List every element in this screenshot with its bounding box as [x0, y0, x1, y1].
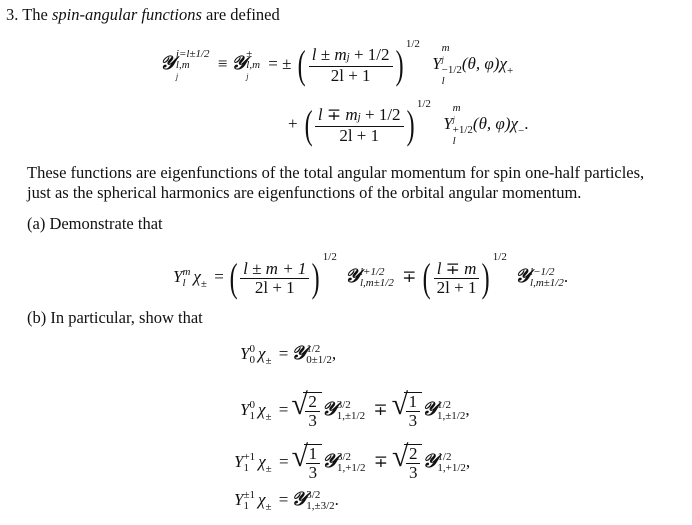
equals-plusminus: = ±	[268, 54, 292, 73]
b3-r2-numerator: 2	[406, 445, 421, 464]
spin-angular-symbol-2: 𝒴	[231, 52, 247, 74]
b3-y-subscript: 1	[243, 462, 249, 474]
a-right-paren-2: )	[482, 255, 491, 301]
a-chi-subscript: ±	[200, 278, 207, 290]
b3-r1-denominator: 3	[308, 463, 318, 482]
mid-indices: ± l,m j	[246, 47, 261, 81]
part-b-label: (b) In particular, show that	[27, 308, 203, 327]
lhs-indices	[176, 49, 210, 82]
b3-y-indices	[243, 452, 255, 474]
a-spin-angular-1: 𝒴	[345, 265, 360, 287]
b1-equals: =	[278, 344, 289, 363]
fraction-2: $\frac{l \mp mj + 1/2}{2l + 1}$	[315, 106, 404, 145]
a-spin-angular-2: 𝒴	[515, 265, 531, 287]
b2-chi: χ	[257, 399, 266, 419]
fraction-1-numerator: l ± m	[311, 44, 347, 64]
spherical-harmonic-1: Y	[432, 54, 442, 73]
b2-s2-superscript: 1/2	[437, 399, 452, 411]
b3-s1-superscript: 3/2	[336, 451, 352, 463]
a-s2-subscript: l,m±1/2	[530, 277, 564, 290]
b1-chi: χ	[257, 344, 266, 363]
a-power-half-2: 1/2	[492, 251, 507, 263]
b1-y-superscript: 0	[249, 343, 255, 356]
b1-s1-superscript: 1/2	[306, 343, 321, 356]
b3-s2-subscript: 1,+1/2	[437, 462, 466, 474]
b4-y-subscript: 1	[243, 500, 249, 513]
a-y-indices	[182, 267, 190, 289]
power-half-1: 1/2	[405, 38, 420, 50]
b3-s2-superscript: 1/2	[437, 451, 452, 463]
y1-superscript-tail: −1/2	[441, 64, 462, 77]
b1-y-subscript: 0	[249, 354, 255, 367]
y1-arguments: (θ, φ)	[461, 54, 500, 73]
a-right-paren-1: )	[312, 255, 321, 301]
a-fraction-1-denominator: 2l + 1	[254, 277, 295, 297]
definition-equation-line2	[288, 98, 528, 147]
b2-y-indices	[249, 400, 255, 422]
chi-minus-subscript: −	[517, 125, 525, 137]
b2-s1-subscript: 1,±1/2	[336, 410, 366, 422]
b1-y-indices	[249, 344, 255, 366]
y2-subscript: l	[452, 135, 456, 148]
intro-pre: The	[22, 5, 48, 24]
paragraph-line-2: just as the spherical harmonics are eigenfunctions of the orbital angular momentum.	[27, 183, 582, 202]
y1-subscript: l	[441, 75, 445, 88]
b2-r1-numerator: 2	[305, 393, 320, 412]
chi-plus: χ	[499, 54, 507, 73]
y2-arguments: (θ, φ)	[472, 114, 511, 133]
part-b-equation-2	[240, 388, 470, 430]
b2-s2-indices	[437, 400, 465, 422]
b4-spin-angular: 𝒴	[291, 488, 307, 510]
a-period: .	[563, 267, 569, 286]
y1-superscript: m	[441, 42, 450, 55]
a-s1-indices	[360, 267, 394, 289]
b4-chi-subscript: ±	[265, 501, 272, 513]
paragraph-line-1: These functions are eigenfunctions of the total angular momentum for spin one-half particles,	[27, 163, 645, 182]
definition-period: .	[524, 114, 529, 133]
b4-equals: =	[278, 490, 289, 509]
b4-s1-subscript: 1,±3/2	[306, 500, 335, 513]
b2-y-superscript: 0	[249, 399, 255, 411]
lhs-subscript-j: j	[175, 71, 179, 81]
b3-end: ,	[465, 451, 471, 471]
b3-minus-plus: ∓	[373, 451, 388, 471]
b4-s1-indices	[306, 490, 334, 512]
b3-r1-numerator: 1	[306, 445, 321, 464]
b2-minus-plus: ∓	[373, 399, 388, 419]
a-fraction-2	[434, 260, 480, 297]
b4-y-indices	[243, 490, 255, 512]
plus-sign: +	[288, 114, 298, 133]
spherical-harmonic-2: Y	[443, 114, 453, 133]
b2-r2-numerator: 1	[406, 393, 421, 412]
b4-s1-superscript: 3/2	[306, 489, 321, 502]
b3-sqrt-1: √ $\frac{1}{3}$	[292, 444, 323, 482]
lhs-superscript: j=l±1/2	[175, 47, 210, 60]
b2-s1-superscript: 3/2	[336, 399, 351, 411]
fraction-1: $\frac{l \pm mj + 1/2}{2l + 1}$	[309, 46, 393, 85]
b3-spin-angular-1: 𝒴	[322, 449, 337, 472]
part-a-label: (a) Demonstrate that	[27, 214, 163, 233]
a-left-paren-2: (	[422, 255, 431, 301]
lhs-subscript: l,m	[175, 58, 190, 71]
b2-s2-subscript: 1,±1/2	[437, 410, 466, 422]
a-minus-plus: ∓	[402, 267, 417, 286]
b1-s1-indices	[306, 344, 332, 366]
b2-spherical-harmonic: Y	[240, 399, 250, 419]
b2-chi-subscript: ±	[265, 410, 272, 423]
y2-superscript-tail: +1/2	[452, 124, 473, 137]
intro-post: are defined	[206, 5, 280, 24]
a-fraction-1-numerator: l ± m + 1	[240, 260, 309, 279]
b1-end: ,	[331, 344, 337, 363]
b2-equals: =	[278, 399, 289, 419]
fraction-2-numerator: l ∓ m	[317, 104, 358, 124]
b3-s1-subscript: 1,+1/2	[336, 462, 366, 474]
a-y-superscript: m	[182, 266, 191, 279]
part-b-equation-3	[234, 440, 471, 482]
y2-superscript: m	[452, 102, 461, 115]
definition-equation-line1	[160, 38, 513, 87]
left-paren: (	[298, 42, 307, 88]
b2-sqrt-1: √ $\frac{2}{3}$	[291, 392, 322, 430]
b3-spin-angular-2: 𝒴	[422, 449, 438, 472]
b4-end: .	[334, 490, 339, 509]
part-b-equation-1	[240, 342, 336, 367]
y1-indices: m j −1/2 l	[441, 42, 462, 88]
b1-chi-subscript: ±	[265, 355, 272, 367]
b3-s2-indices	[437, 452, 466, 474]
b2-end: ,	[465, 399, 470, 419]
a-s2-superscript: l−1/2	[530, 266, 555, 279]
spin-angular-symbol: 𝒴	[160, 52, 175, 74]
b2-spin-angular-2: 𝒴	[422, 397, 437, 420]
power-half-2: 1/2	[416, 98, 431, 110]
b3-r2-denominator: 3	[408, 463, 418, 482]
b1-spherical-harmonic: Y	[240, 344, 250, 363]
equiv-sign: ≡	[217, 54, 228, 73]
b3-chi-subscript: ±	[265, 462, 272, 475]
b4-chi: χ	[258, 490, 266, 509]
a-power-half-1: 1/2	[322, 251, 337, 263]
a-y-subscript: l	[182, 277, 186, 290]
intro-emphasis: spin-angular functions	[51, 5, 202, 24]
a-fraction-2-numerator: l ∓ m	[434, 260, 480, 279]
right-paren-2: )	[406, 102, 415, 148]
b3-chi: χ	[258, 451, 266, 471]
problem-number: 3.	[6, 5, 19, 24]
part-a-equation	[173, 251, 569, 301]
fraction-2-numerator-tail: + 1/2	[360, 104, 401, 124]
chi-minus: χ	[510, 114, 518, 133]
mid-superscript: ±	[246, 47, 253, 60]
a-spherical-harmonic: Y	[173, 267, 183, 286]
chi-plus-subscript: +	[506, 65, 514, 77]
a-chi: χ	[193, 267, 201, 286]
fraction-1-numerator-tail: + 1/2	[349, 44, 390, 64]
b2-sqrt-2: √ $\frac{1}{3}$	[392, 392, 423, 430]
part-b-equation-4	[234, 488, 339, 513]
right-paren: )	[395, 42, 404, 88]
a-equals: =	[214, 267, 224, 286]
a-left-paren-1: (	[229, 255, 238, 301]
fraction-2-denominator: 2l + 1	[339, 125, 380, 145]
b4-y-superscript: ±1	[243, 489, 256, 502]
b3-sqrt-2: √ $\frac{2}{3}$	[392, 444, 423, 482]
b3-y-superscript: +1	[243, 451, 256, 463]
b2-r1-denominator: 3	[308, 411, 317, 430]
b3-spherical-harmonic: Y	[234, 451, 244, 471]
a-fraction-1	[240, 260, 309, 297]
b1-spin-angular: 𝒴	[291, 342, 307, 364]
a-fraction-2-denominator: 2l + 1	[436, 277, 477, 297]
b3-equals: =	[278, 451, 289, 471]
b2-s1-indices	[337, 400, 365, 422]
a-s1-superscript: l+1/2	[359, 266, 385, 279]
left-paren-2: (	[304, 102, 313, 148]
b2-r2-denominator: 3	[408, 411, 418, 430]
b4-spherical-harmonic: Y	[234, 490, 244, 509]
b2-y-subscript: 1	[249, 410, 255, 422]
fraction-1-denominator: 2l + 1	[330, 65, 371, 85]
problem-intro	[6, 5, 280, 25]
mid-subscript: l,m	[246, 58, 261, 71]
b3-s1-indices	[337, 452, 366, 474]
y2-indices: m j +1/2 l	[452, 102, 473, 148]
a-s1-subscript: l,m±1/2	[359, 277, 394, 290]
b2-spin-angular-1: 𝒴	[321, 397, 337, 420]
a-s2-indices	[530, 267, 564, 289]
b1-s1-subscript: 0±1/2	[306, 354, 332, 367]
